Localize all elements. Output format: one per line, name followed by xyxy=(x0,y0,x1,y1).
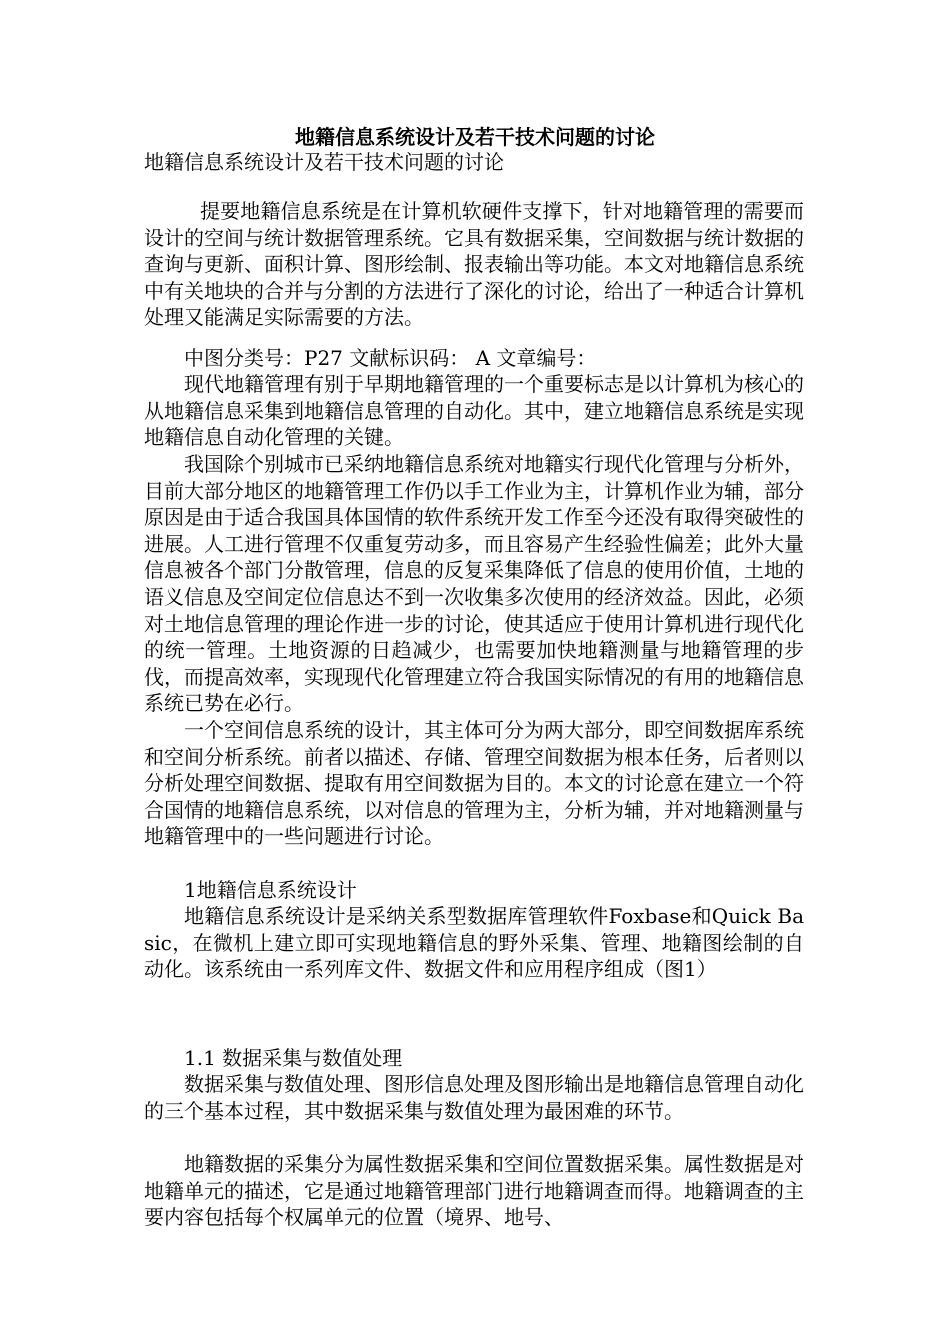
body-paragraph-4: 地籍信息系统设计是采纳关系型数据库管理软件Foxbase和Quick Basic，在微机上建立即可实现地籍信息的野外采集、管理、地籍图绘制的自动化。该系统由一系列库文件、数据文件和应用程序组成（图1） xyxy=(144,904,804,982)
section-heading-1-1: 1.1 数据采集与数值处理 xyxy=(184,1046,403,1070)
body-paragraph-1: 现代地籍管理有别于早期地籍管理的一个重要标志是以计算机为核心的从地籍信息采集到地籍信息管理的自动化。其中，建立地籍信息系统是实现地籍信息自动化管理的关键。 xyxy=(144,372,804,450)
body-paragraph-2: 我国除个别城市已采纳地籍信息系统对地籍实行现代化管理与分析外，目前大部分地区的地籍管理工作仍以手工作业为主，计算机作业为辅，部分原因是由于适合我国具体国情的软件系统开发工作至今还没有取得突破性的进展。人工进行管理不仅重复劳动多，而且容易产生经验性偏差；此外大量信息被各个部门分散管理，信息的反复采集降低了信息的使用价值，土地的语义信息及空间定位信息达不到一次收集多次使用的经济效益。因此，必须对土地信息管理的理论作进一步的讨论，使其适应于使用计算机进行现代化的统一管理。土地资源的日趋减少，也需要加快地籍测量与地籍管理的步伐，而提高效率，实现现代化管理建立符合我国实际情况的有用的地籍信息系统已势在必行。 xyxy=(144,452,804,716)
abstract-paragraph: 提要地籍信息系统是在计算机软硬件支撑下，针对地籍管理的需要而设计的空间与统计数据管理系统。它具有数据采集，空间数据与统计数据的查询与更新、面积计算、图形绘制、报表输出等功能。本文对地籍信息系统中有关地块的合并与分割的方法进行了深化的讨论，给出了一种适合计算机处理又能满足实际需要的方法。 xyxy=(144,199,804,330)
body-paragraph-6: 地籍数据的采集分为属性数据采集和空间位置数据采集。属性数据是对地籍单元的描述，它是通过地籍管理部门进行地籍调查而得。地籍调查的主要内容包括每个权属单元的位置（境界、地号、 xyxy=(144,1152,804,1230)
document-subtitle: 地籍信息系统设计及若干技术问题的讨论 xyxy=(144,150,504,174)
body-paragraph-5: 数据采集与数值处理、图形信息处理及图形输出是地籍信息管理自动化的三个基本过程，其中数据采集与数值处理为最困难的环节。 xyxy=(144,1072,804,1123)
document-title: 地籍信息系统设计及若干技术问题的讨论 xyxy=(295,125,655,149)
section-heading-1: 1地籍信息系统设计 xyxy=(184,878,357,902)
classification-line: 中图分类号：P27 文献标识码： A 文章编号： xyxy=(184,346,597,370)
body-paragraph-3: 一个空间信息系统的设计，其主体可分为两大部分，即空间数据库系统和空间分析系统。前者以描述、存储、管理空间数据为根本任务，后者则以分析处理空间数据、提取有用空间数据为目的。本文的讨论意在建立一个符合国情的地籍信息系统，以对信息的管理为主，分析为辅，并对地籍测量与地籍管理中的一些问题进行讨论。 xyxy=(144,718,804,849)
